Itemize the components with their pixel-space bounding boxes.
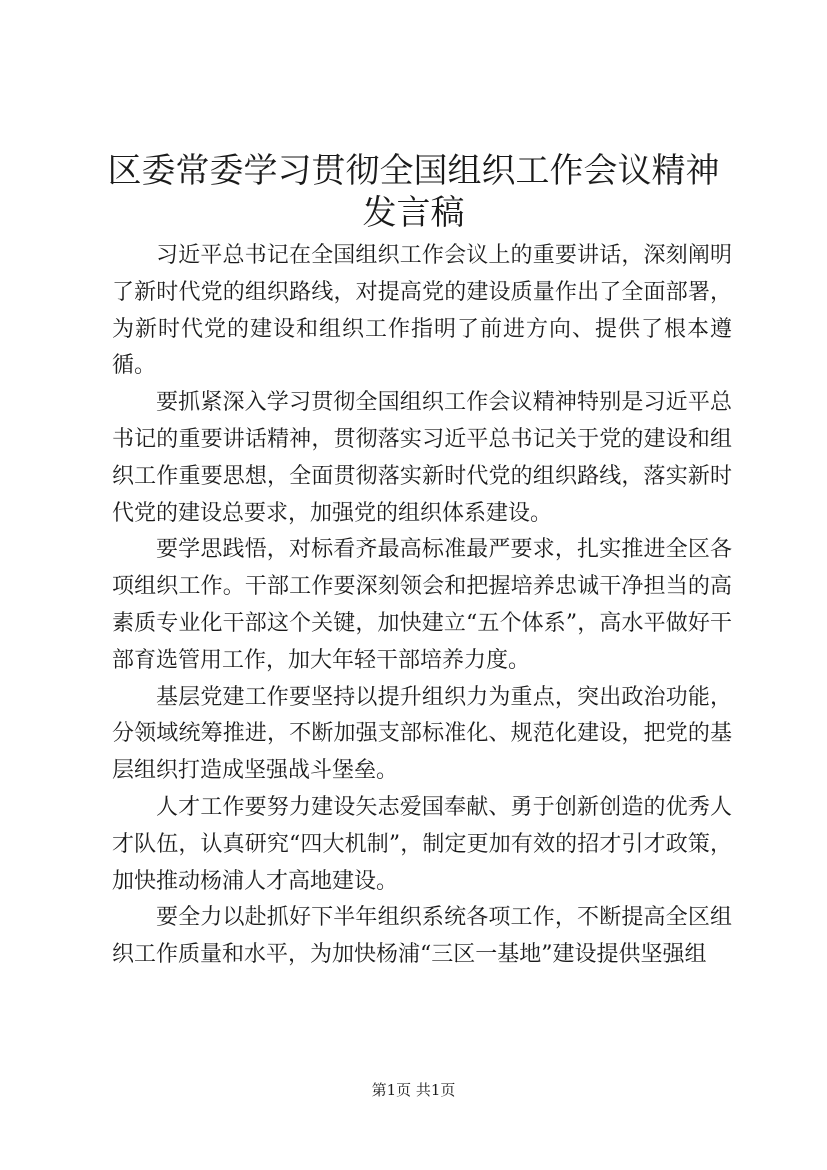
paragraph: 基层党建工作要坚持以提升组织力为重点，突出政治功能，分领域统筹推进，不断加强支部标准化、规范化建设，把党的基层组织打造成坚强战斗堡垒。 bbox=[112, 684, 732, 784]
paragraph: 要抓紧深入学习贯彻全国组织工作会议精神特别是习近平总书记的重要讲话精神，贯彻落实习近平总书记关于党的建设和组织工作重要思想，全面贯彻落实新时代党的组织路线，落实新时代党的建设总要求，加强党的组织体系建设。 bbox=[112, 390, 732, 526]
page-footer: 第1页 共1页 bbox=[371, 1081, 456, 1099]
paragraph: 要全力以赴抓好下半年组织系统各项工作，不断提高全区组织工作质量和水平，为加快杨浦“三区一基地”建设提供坚强组 bbox=[112, 905, 732, 968]
paragraph: 人才工作要努力建设矢志爱国奉献、勇于创新创造的优秀人才队伍，认真研究“四大机制”，制定更加有效的招才引才政策，加快推动杨浦人才高地建设。 bbox=[112, 794, 732, 894]
paragraph: 习近平总书记在全国组织工作会议上的重要讲话，深刻阐明了新时代党的组织路线，对提高党的建设质量作出了全面部署，为新时代党的建设和组织工作指明了前进方向、提供了根本遵循。 bbox=[112, 243, 732, 379]
paragraph: 要学思践悟，对标看齐最高标准最严要求，扎实推进全区各项组织工作。干部工作要深刻领会和把握培养忠诚干净担当的高素质专业化干部这个关键，加快建立“五个体系”，高水平做好干部育选管用工作，加大年轻干部培养力度。 bbox=[112, 537, 732, 673]
document-body bbox=[112, 238, 732, 974]
document-title: 区委常委学习贯彻全国组织工作会议精神发言稿 bbox=[107, 151, 720, 233]
